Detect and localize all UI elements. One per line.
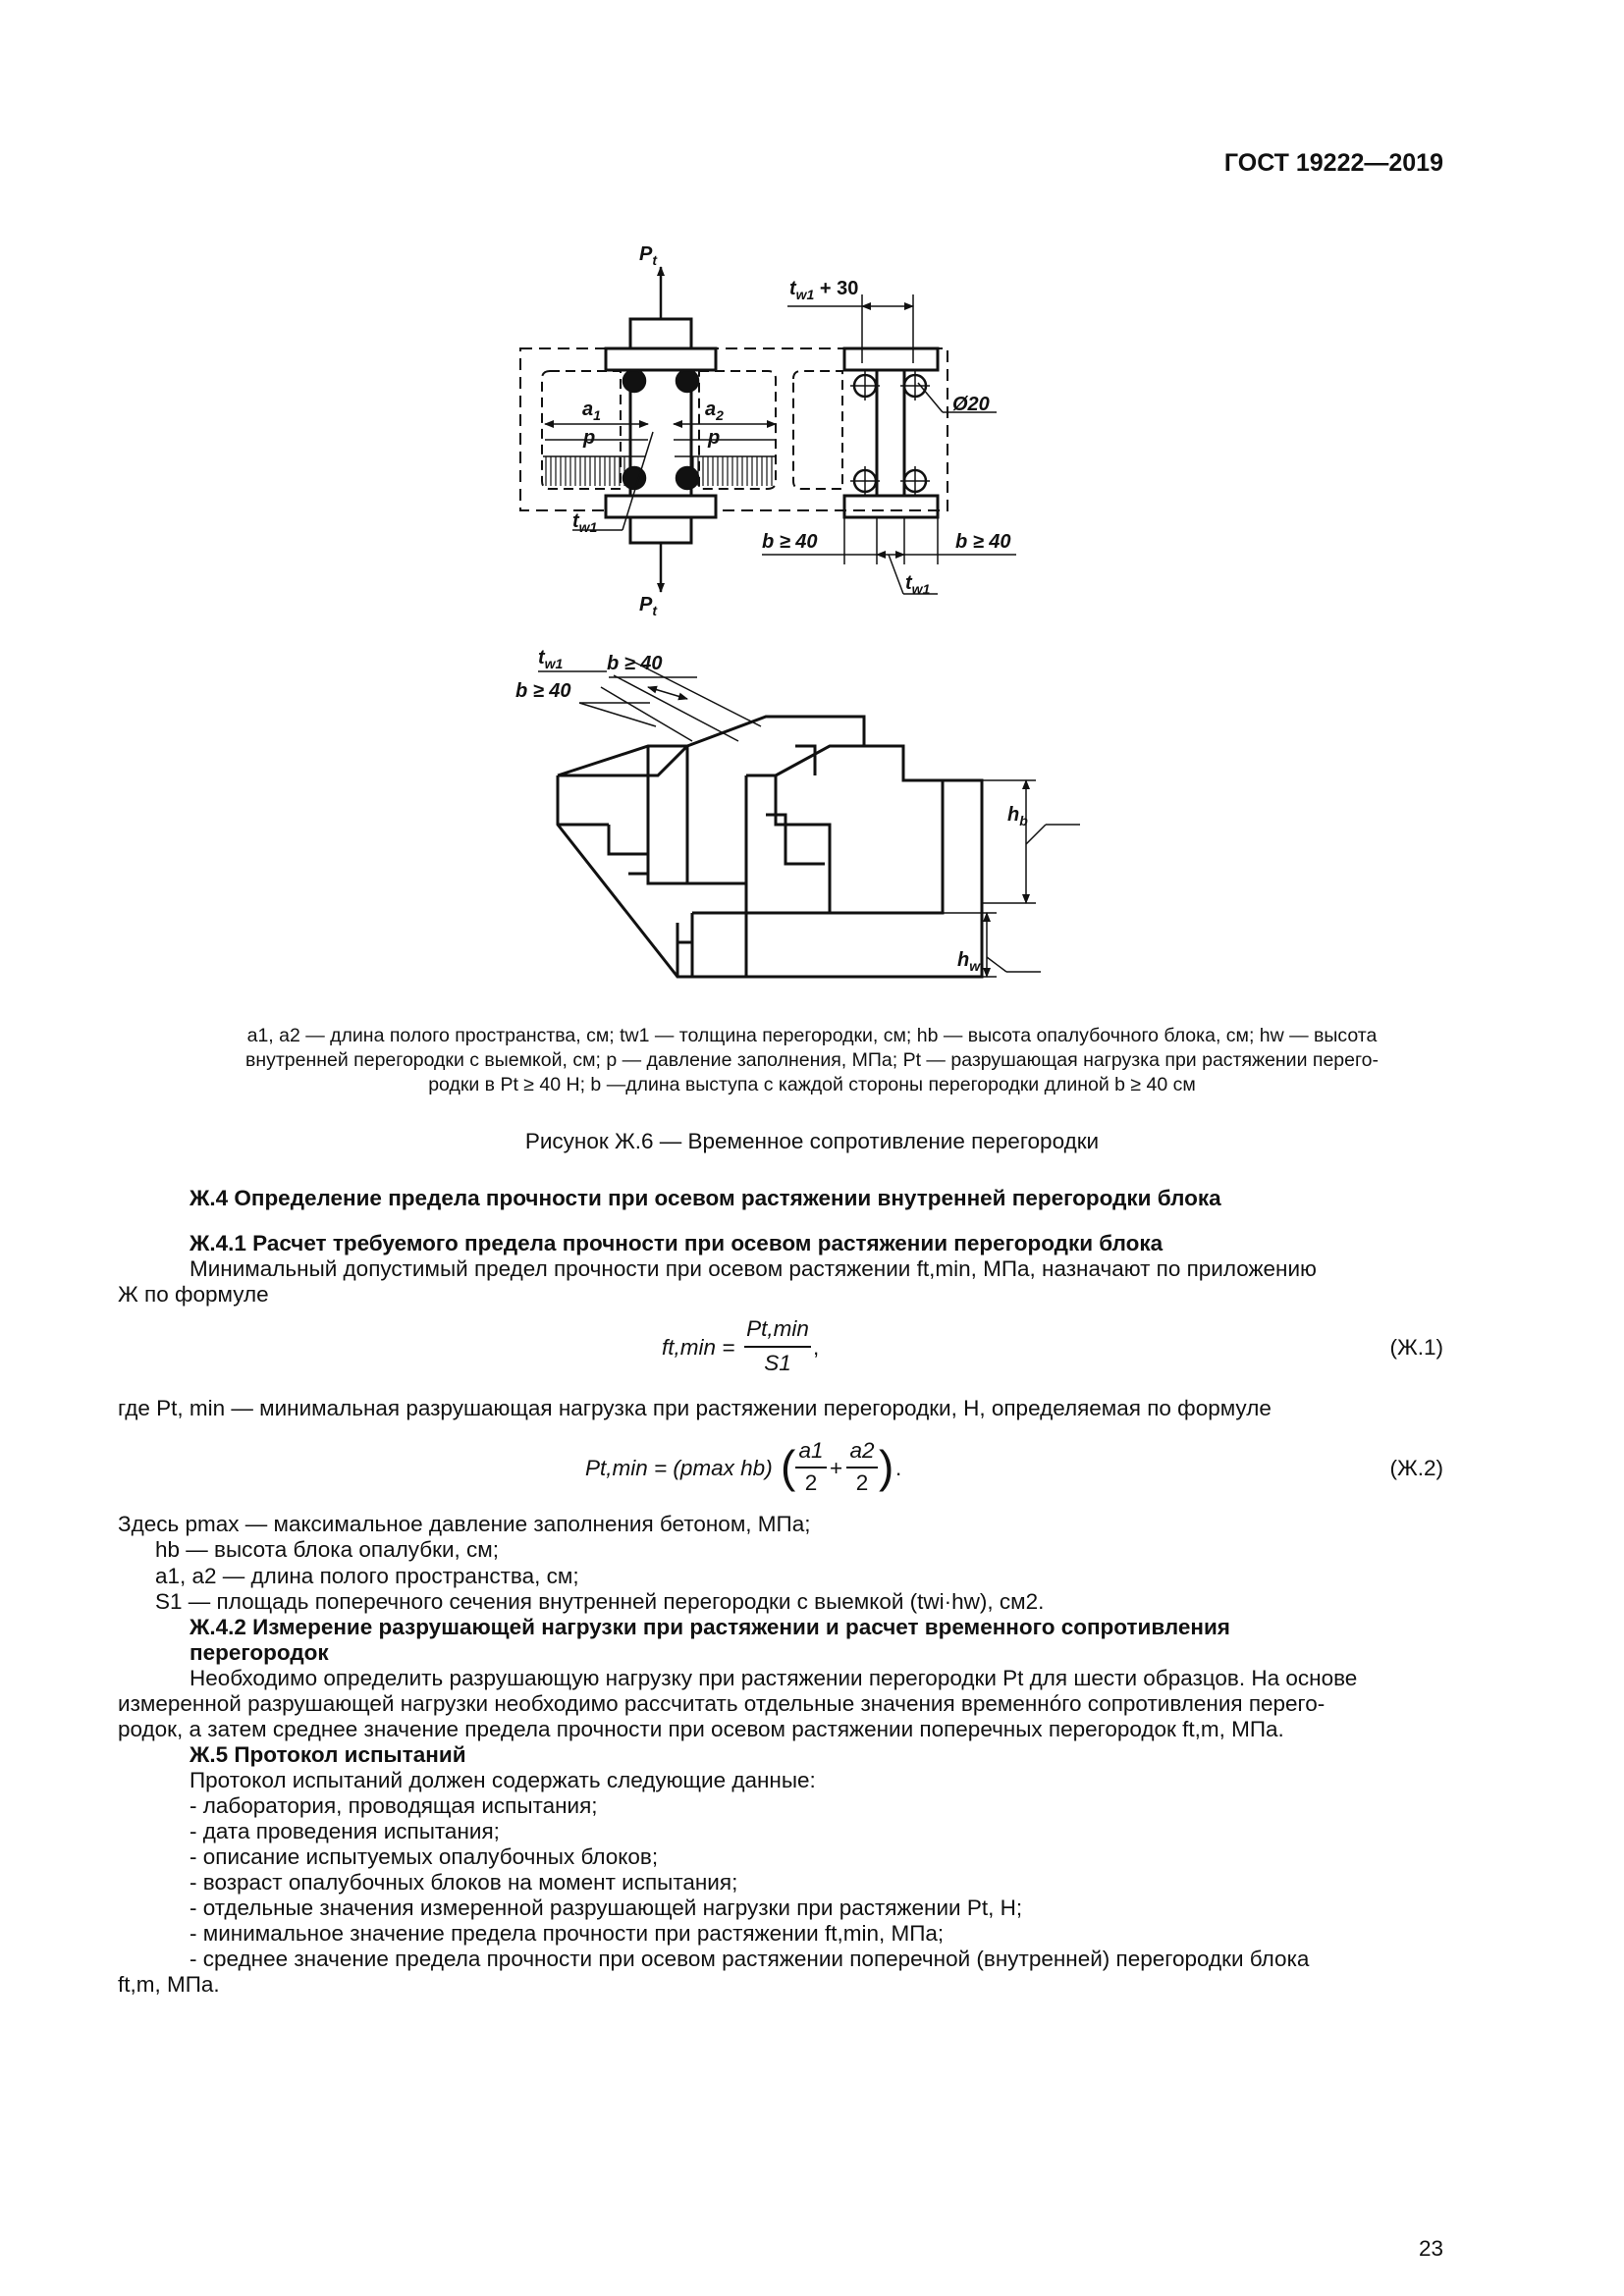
label-hw: $h_w$ <box>957 949 981 974</box>
formula-1-tail: , <box>813 1335 820 1360</box>
formula-2-bar-2 <box>846 1467 878 1468</box>
page-number: 23 <box>1418 2236 1443 2261</box>
label-a2: $a_2$ <box>705 399 724 423</box>
label-tw1-right: $t_{w1}$ <box>905 572 931 597</box>
formula-2-tail: . <box>895 1456 902 1480</box>
formula-1-denominator: S1 <box>764 1351 791 1375</box>
s5-item-2: - дата проведения испытания; <box>189 1819 500 1843</box>
formula-2-den-1: 2 <box>804 1470 818 1495</box>
label-b40-right: b ≥ 40 <box>955 531 1011 553</box>
s5-item-7-tail: ft,m, МПа. <box>118 1972 220 1997</box>
label-d20: Ø20 <box>952 394 990 415</box>
formula-2-a1: a1 <box>798 1438 824 1463</box>
formula-2-lhs: Pt,min = (pmax hb) <box>585 1456 773 1480</box>
label-tw1-plus30: $t_{w1} + 30$ <box>789 278 859 302</box>
section-5-title: Ж.5 Протокол испытаний <box>189 1742 466 1767</box>
formula-1-lhs: ft,min = <box>662 1335 735 1360</box>
formula-1-fraction-bar <box>744 1346 811 1348</box>
formula-2-a2: a2 <box>849 1438 875 1463</box>
s41-para-line-1: Минимальный допустимый предел прочности при осевом растяжении ft,min, МПа, назначают по приложению <box>189 1256 1317 1281</box>
label-a1: $a_1$ <box>582 399 601 423</box>
s41-para-line-2: Ж по формуле <box>118 1282 269 1307</box>
formula-2-number: (Ж.2) <box>1389 1456 1443 1480</box>
section-4-title: Ж.4 Определение предела прочности при осевом растяжении внутренней перегородки блока <box>189 1186 1221 1210</box>
formula-1-number: (Ж.1) <box>1389 1335 1443 1360</box>
s5-item-4: - возраст опалубочных блоков на момент испытания; <box>189 1870 738 1895</box>
figure-legend-line-1: a1, a2 — длина полого пространства, см; tw1 — толщина перегородки, см; hb — высота опалубочного блока, см; hw — высота <box>246 1025 1378 1046</box>
figure-legend <box>118 1024 1506 1097</box>
formula-2-open-paren: ( <box>781 1441 796 1492</box>
label-p-left: p <box>583 427 596 449</box>
label-iso-tw1: $t_{w1}$ <box>538 647 564 671</box>
s5-item-3: - описание испытуемых опалубочных блоков; <box>189 1844 659 1869</box>
label-tw1-left: $t_{w1}$ <box>572 510 598 535</box>
label-iso-b40-top: b ≥ 40 <box>607 653 663 674</box>
s5-item-5: - отдельные значения измеренной разрушающей нагрузки при растяжении Pt, Н; <box>189 1896 1023 1920</box>
s42-line-3: родок, а затем среднее значение предела прочности при осевом растяжении поперечных перегородок ft,m, МПа. <box>118 1717 1284 1741</box>
label-pt-top: $P_t$ <box>639 243 658 268</box>
formula-2-plus: + <box>830 1456 843 1480</box>
label-iso-b40-left: b ≥ 40 <box>515 680 571 702</box>
s5-item-1: - лаборатория, проводящая испытания; <box>189 1793 598 1818</box>
section-42-title-line-1: Ж.4.2 Измерение разрушающей нагрузки при растяжении и расчет временного сопротивления <box>189 1615 1230 1639</box>
label-pt-bottom: $P_t$ <box>639 594 658 618</box>
figure-caption: Рисунок Ж.6 — Временное сопротивление перегородки <box>524 1129 1100 1153</box>
s5-item-7: - среднее значение предела прочности при осевом растяжении поперечной (внутренней) перегородки блока <box>189 1947 1310 1971</box>
label-hb: $h_b$ <box>1007 804 1028 828</box>
figure-legend-line-3: родки в Pt ≥ 40 Н; b —длина выступа с каждой стороны перегородки длиной b ≥ 40 см <box>428 1074 1196 1095</box>
s5-item-6: - минимальное значение предела прочности при растяжении ft,min, МПа; <box>189 1921 945 1946</box>
s5-intro: Протокол испытаний должен содержать следующие данные: <box>189 1768 816 1792</box>
def-hb: hb — высота блока опалубки, см; <box>155 1537 499 1562</box>
figure-legend-line-2: внутренней перегородки с выемкой, см; p — давление заполнения, МПа; Pt — разрушающая нагрузка при растяжении перего- <box>244 1049 1380 1071</box>
formula-2-close-paren: ) <box>879 1441 894 1492</box>
section-41-title: Ж.4.1 Расчет требуемого предела прочности при осевом растяжении перегородки блока <box>189 1231 1164 1255</box>
label-b40-left: b ≥ 40 <box>762 531 818 553</box>
section-42-title-line-2: перегородок <box>189 1640 329 1665</box>
def-s1: S1 — площадь поперечного сечения внутренней перегородки с выемкой (twi·hw), см2. <box>155 1589 1045 1614</box>
formula-2-den-2: 2 <box>855 1470 869 1495</box>
figure-zh6 <box>0 0 1624 1021</box>
formula-1-numerator: Pt,min <box>746 1316 809 1341</box>
document-header: ГОСТ 19222—2019 <box>1223 149 1443 177</box>
where-line: где Pt, min — минимальная разрушающая нагрузка при растяжении перегородки, Н, определяемая по формуле <box>118 1396 1272 1420</box>
def-a1-a2: a1, a2 — длина полого пространства, см; <box>155 1564 579 1588</box>
def-pmax: Здесь pmax — максимальное давление заполнения бетоном, МПа; <box>118 1512 811 1536</box>
s42-line-1: Необходимо определить разрушающую нагрузку при растяжении перегородки Pt для шести образцов. На основе <box>189 1666 1358 1690</box>
s42-line-2: измеренной разрушающей нагрузки необходимо рассчитать отдельные значения временнóго сопротивления перего- <box>118 1691 1326 1716</box>
label-p-right: p <box>708 427 721 449</box>
formula-2-bar-1 <box>795 1467 827 1468</box>
